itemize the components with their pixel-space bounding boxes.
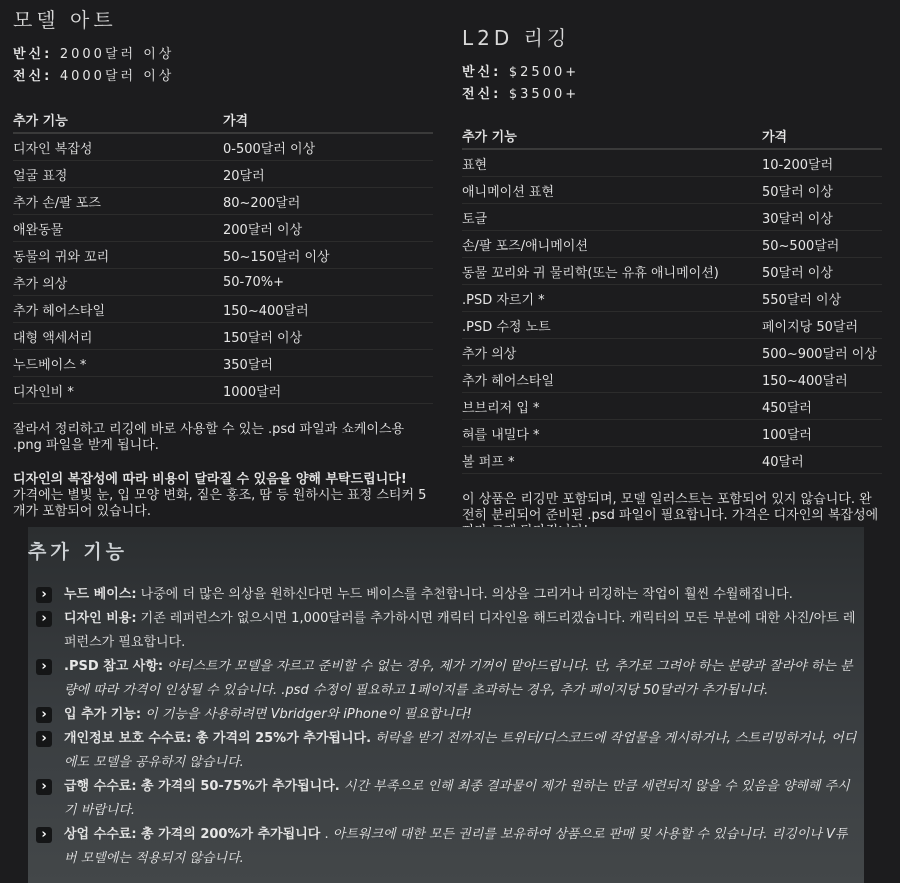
extra-item-text: 나중에 더 많은 의상을 원하신다면 누드 베이스를 추천합니다. 의상을 그리거나 리깅하는 작업이 훨씬 수월해집니다.	[136, 587, 793, 602]
extra-item-note: 이 기능을 사용하려면 Vbridger와 iPhone이 필요합니다!	[141, 707, 472, 722]
table-row	[462, 447, 882, 474]
list-item	[36, 823, 858, 871]
chevron-right-icon: ›	[36, 659, 52, 675]
table-header-feature: 추가 기능	[462, 122, 762, 149]
table-row	[462, 177, 882, 204]
feature-cell: .PSD 자르기 *	[462, 285, 762, 312]
extra-item-note: 허락을 받기 전까지는 트위터/디스코드에 작업물을 게시하거나, 스트리밍하거나, 어디에도 모델을 공유하지 않습니다.	[64, 731, 857, 770]
extra-item-title: 급행 수수료: 총 가격의 50-75%가 추가됩니다.	[64, 779, 340, 794]
rigging-note: 이 상품은 리깅만 포함되며, 모델 일러스트는 포함되어 있지 않습니다. 완전히 분리되어 준비된 .psd 파일이 필요합니다. 가격은 디자인의 복잡성에	[462, 492, 879, 523]
chevron-right-icon: ›	[36, 707, 52, 723]
table-row	[13, 296, 433, 323]
list-item	[36, 703, 858, 727]
table-row	[462, 420, 882, 447]
feature-cell: 동물의 귀와 꼬리	[13, 242, 223, 269]
chevron-right-icon: ›	[36, 731, 52, 747]
table-row	[13, 269, 433, 296]
feature-cell: 추가 의상	[13, 269, 223, 296]
price-cell: 50달러 이상	[762, 177, 882, 204]
price-cell: 150~400달러	[223, 296, 433, 323]
price-cell: 150달러 이상	[223, 323, 433, 350]
price-cell: 페이지당 50달러	[762, 312, 882, 339]
price-cell: 20달러	[223, 161, 433, 188]
price-cell: 30달러 이상	[762, 204, 882, 231]
extra-item-title: 누드 베이스:	[64, 587, 137, 602]
extra-item-text: .	[320, 827, 329, 842]
table-row	[13, 350, 433, 377]
price-cell: 80~200달러	[223, 188, 433, 215]
extra-item-note: 시간 부족으로 인해 최종 결과물이 제가 원하는 만큼 세련되지 않을 수 있음을 양해해 주시기 바랍니다.	[64, 779, 850, 818]
feature-cell: .PSD 수정 노트	[462, 312, 762, 339]
price-label: 반신:	[462, 65, 502, 80]
table-row	[462, 149, 882, 177]
table-row	[13, 188, 433, 215]
table-header-feature: 추가 기능	[13, 106, 223, 133]
price-cell: 0-500달러 이상	[223, 133, 433, 161]
table-row	[13, 242, 433, 269]
price-label: 전신:	[462, 87, 502, 102]
chevron-right-icon: ›	[36, 587, 52, 603]
feature-cell: 디자인 복잡성	[13, 133, 223, 161]
table-row	[462, 393, 882, 420]
table-row	[462, 339, 882, 366]
l2d-rigging-title: L2D 리깅	[462, 26, 571, 50]
model-note-1: 잘라서 정리하고 리깅에 바로 사용할 수 있는 .psd 파일과 쇼케이스용 .png 파일을 받게 됩니다.	[13, 422, 405, 453]
rigging-price-table	[462, 122, 882, 474]
feature-cell: 손/팔 포즈/애니메이션	[462, 231, 762, 258]
table-row	[13, 323, 433, 350]
chevron-right-icon: ›	[36, 827, 52, 843]
list-item	[36, 655, 858, 703]
list-item	[36, 607, 858, 655]
table-row	[462, 366, 882, 393]
price-cell: 150~400달러	[762, 366, 882, 393]
list-item	[36, 583, 858, 607]
feature-cell: 추가 손/팔 포즈	[13, 188, 223, 215]
feature-cell: 애니메이션 표현	[462, 177, 762, 204]
feature-cell: 디자인비 *	[13, 377, 223, 404]
price-cell: 200달러 이상	[223, 215, 433, 242]
extra-item-title: 디자인 비용:	[64, 611, 137, 626]
feature-cell: 동물 꼬리와 귀 물리학(또는 유휴 애니메이션)	[462, 258, 762, 285]
price-cell: 1000달러	[223, 377, 433, 404]
price-cell: 50달러 이상	[762, 258, 882, 285]
table-header-price: 가격	[223, 106, 433, 133]
price-cell: 500~900달러 이상	[762, 339, 882, 366]
price-label: 전신:	[13, 69, 53, 84]
model-price-full	[13, 65, 433, 84]
list-item	[36, 727, 858, 775]
price-value: 4000달러 이상	[59, 69, 175, 84]
table-row	[13, 377, 433, 404]
extra-item-title: .PSD 참고 사항:	[64, 659, 164, 674]
extra-item-title: 개인정보 보호 수수료: 총 가격의 25%가 추가됩니다.	[64, 731, 372, 746]
price-cell: 10-200달러	[762, 149, 882, 177]
table-row	[462, 285, 882, 312]
price-cell: 50-70%+	[223, 269, 433, 296]
feature-cell: 누드베이스 *	[13, 350, 223, 377]
model-art-title: 모델 아트	[13, 8, 117, 32]
table-row	[462, 258, 882, 285]
table-row	[462, 312, 882, 339]
feature-cell: 표현	[462, 149, 762, 177]
extras-title: 추가 기능	[28, 541, 129, 563]
price-value: 2000달러 이상	[59, 47, 175, 62]
feature-cell: 브브리저 입 *	[462, 393, 762, 420]
feature-cell: 토글	[462, 204, 762, 231]
price-cell: 40달러	[762, 447, 882, 474]
table-row	[462, 204, 882, 231]
l2d-rigging-section	[462, 22, 882, 540]
rigging-price-half	[462, 61, 882, 80]
price-value: $3500+	[508, 87, 580, 102]
model-note-2-bold: 디자인의 복잡성에 따라 비용이 달라질 수 있음을 양해 부탁드립니다!	[13, 472, 407, 487]
extra-item-note: 아티스트가 모델을 자르고 준비할 수 없는 경우, 제가 기꺼이 맡아드립니다. 단, 추가로 그려야 하는 분량과 잘라야 하는 분량에 따라 가격이 인상될 수 있습니다. .psd 수정이 필요하고 1페이지를 초과하는 경우, 추가 페이지당 50달러가 추가됩니다.	[64, 659, 853, 698]
extras-list	[36, 583, 858, 871]
feature-cell: 대형 액세서리	[13, 323, 223, 350]
price-cell: 100달러	[762, 420, 882, 447]
feature-cell: 얼굴 표정	[13, 161, 223, 188]
table-row	[13, 215, 433, 242]
table-row	[462, 231, 882, 258]
feature-cell: 추가 의상	[462, 339, 762, 366]
rigging-price-full	[462, 83, 882, 102]
extra-item-title: 입 추가 기능:	[64, 707, 142, 722]
extra-item-title: 상업 수수료: 총 가격의 200%가 추가됩니다	[64, 827, 321, 842]
chevron-right-icon: ›	[36, 611, 52, 627]
price-label: 반신:	[13, 47, 53, 62]
price-cell: 50~500달러	[762, 231, 882, 258]
price-cell: 450달러	[762, 393, 882, 420]
table-row	[13, 133, 433, 161]
model-price-half	[13, 43, 433, 62]
feature-cell: 애완동물	[13, 215, 223, 242]
model-note-2: 가격에는 별빛 눈, 입 모양 변화, 짙은 홍조, 땀 등 원하시는 표정 스티커 5개가 포함되어 있습니다.	[13, 488, 427, 519]
chevron-right-icon: ›	[36, 779, 52, 795]
feature-cell: 볼 퍼프 *	[462, 447, 762, 474]
feature-cell: 추가 헤어스타일	[13, 296, 223, 323]
table-row	[13, 161, 433, 188]
model-art-section	[13, 4, 433, 520]
price-cell: 550달러 이상	[762, 285, 882, 312]
list-item	[36, 775, 858, 823]
feature-cell: 추가 헤어스타일	[462, 366, 762, 393]
extra-item-note: 아트워크에 대한 모든 권리를 보유하여 상품으로 판매 및 사용할 수 있습니다. 리깅이나 V튜버 모델에는 적용되지 않습니다.	[64, 827, 848, 866]
price-cell: 50~150달러 이상	[223, 242, 433, 269]
model-price-table	[13, 106, 433, 404]
feature-cell: 혀를 내밀다 *	[462, 420, 762, 447]
extras-panel	[28, 527, 864, 883]
price-value: $2500+	[508, 65, 580, 80]
table-header-price: 가격	[762, 122, 882, 149]
extra-item-text: 기존 레퍼런스가 없으시면 1,000달러를 추가하시면 캐릭터 디자인을 해드리겠습니다. 캐릭터의 모든 부분에 대한 사진/아트 레퍼런스가 필요합니다.	[64, 611, 856, 650]
price-cell: 350달러	[223, 350, 433, 377]
